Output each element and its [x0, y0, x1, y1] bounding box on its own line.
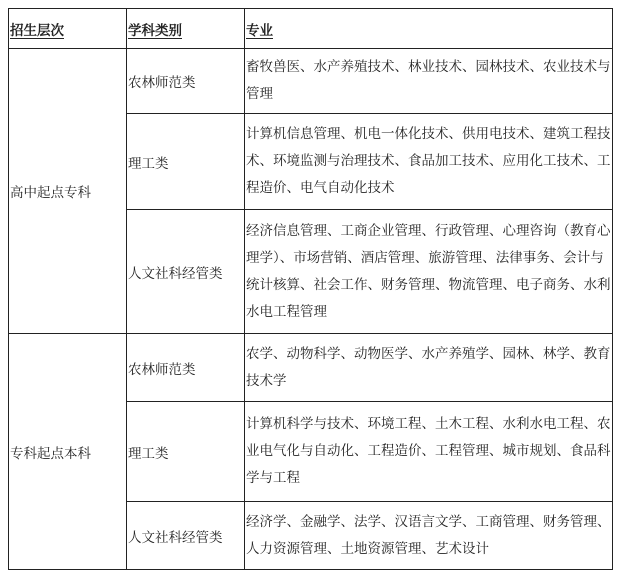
majors-cell: 计算机科学与技术、环境工程、土木工程、水利水电工程、农业电气化与自动化、工程造价、工程管理、城市规划、食品科学与工程: [245, 402, 613, 502]
majors-table: [8, 8, 613, 570]
table-row: [9, 49, 613, 114]
category-cell: 理工类: [127, 114, 245, 210]
category-cell: 人文社科经管类: [127, 502, 245, 570]
category-cell: 人文社科经管类: [127, 210, 245, 334]
level-cell: 专科起点本科: [9, 334, 127, 570]
table-header-row: [9, 9, 613, 49]
level-cell: 高中起点专科: [9, 49, 127, 334]
header-majors: 专业: [245, 9, 613, 49]
majors-cell: 经济信息管理、工商企业管理、行政管理、心理咨询（教育心理学）、市场营销、酒店管理、旅游管理、法律事务、会计与统计核算、社会工作、财务管理、物流管理、电子商务、水利水电工程管理: [245, 210, 613, 334]
category-cell: 理工类: [127, 402, 245, 502]
majors-cell: 农学、动物科学、动物医学、水产养殖学、园林、林学、教育技术学: [245, 334, 613, 402]
majors-cell: 计算机信息管理、机电一体化技术、供用电技术、建筑工程技术、环境监测与治理技术、食品加工技术、应用化工技术、工程造价、电气自动化技术: [245, 114, 613, 210]
header-level: 招生层次: [9, 9, 127, 49]
majors-cell: 经济学、金融学、法学、汉语言文学、工商管理、财务管理、人力资源管理、土地资源管理、艺术设计: [245, 502, 613, 570]
category-cell: 农林师范类: [127, 49, 245, 114]
table-row: [9, 334, 613, 402]
majors-cell: 畜牧兽医、水产养殖技术、林业技术、园林技术、农业技术与管理: [245, 49, 613, 114]
category-cell: 农林师范类: [127, 334, 245, 402]
header-category: 学科类别: [127, 9, 245, 49]
